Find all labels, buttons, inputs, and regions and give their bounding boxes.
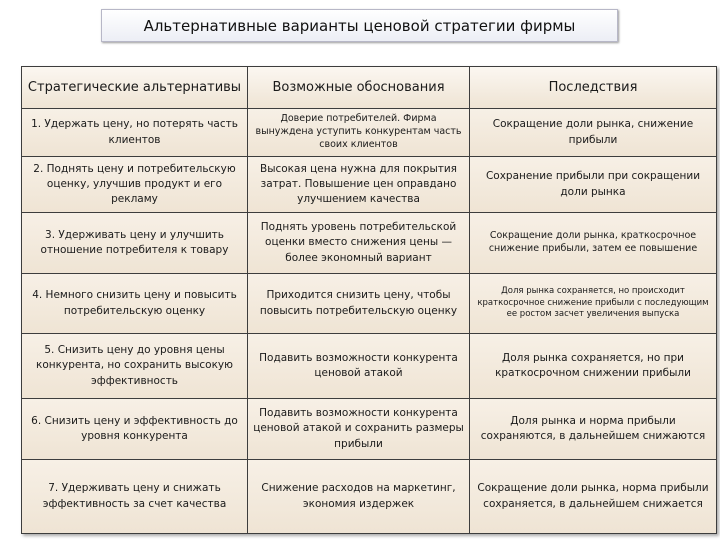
table-cell-consequence: Сокращение доли рынка, снижение прибыли (470, 109, 717, 157)
table-cell-reason: Поднять уровень потребительской оценки вместо снижения цены — более экономный вариант (248, 213, 470, 274)
table-cell-reason: Подавить возможности конкурента ценовой атакой и сохранить размеры прибыли (248, 399, 470, 460)
table-cell-consequence: Сохранение прибыли при сокращении доли рынка (470, 157, 717, 213)
table-cell-alternative: 3. Удерживать цену и улучшить отношение потребителя к товару (22, 213, 248, 274)
table-cell-consequence: Доля рынка сохраняется, но при краткосрочном снижении прибыли (470, 334, 717, 399)
table-cell-consequence: Доля рынка сохраняется, но происходит краткосрочное снижение прибыли с последующим ее ростом засчет увеличения выпуска (470, 274, 717, 334)
table-cell-alternative: 2. Поднять цену и потребительскую оценку, улучшив продукт и его рекламу (22, 157, 248, 213)
table-cell-reason: Доверие потребителей. Фирма вынуждена уступить конкурентам часть своих клиентов (248, 109, 470, 157)
page-title: Альтернативные варианты ценовой стратегии фирмы (101, 9, 618, 42)
table-cell-consequence: Сокращение доли рынка, норма прибыли сохраняется, в дальнейшем снижается (470, 460, 717, 534)
table-cell-alternative: 7. Удерживать цену и снижать эффективность за счет качества (22, 460, 248, 534)
table-cell-alternative: 6. Снизить цену и эффективность до уровня конкурента (22, 399, 248, 460)
strategy-table (21, 66, 717, 534)
table-cell-alternative: 5. Снизить цену до уровня цены конкурента, но сохранить высокую эффективность (22, 334, 248, 399)
table-cell-alternative: 1. Удержать цену, но потерять часть клиентов (22, 109, 248, 157)
table-cell-consequence: Сокращение доли рынка, краткосрочное снижение прибыли, затем ее повышение (470, 213, 717, 274)
table-cell-consequence: Доля рынка и норма прибыли сохраняются, в дальнейшем снижаются (470, 399, 717, 460)
column-header-consequences: Последствия (470, 67, 717, 109)
column-header-alternatives: Стратегические альтернативы (22, 67, 248, 109)
column-header-reasons: Возможные обоснования (248, 67, 470, 109)
table-cell-reason: Подавить возможности конкурента ценовой атакой (248, 334, 470, 399)
table-cell-alternative: 4. Немного снизить цену и повысить потребительскую оценку (22, 274, 248, 334)
table-cell-reason: Высокая цена нужна для покрытия затрат. Повышение цен оправдано улучшением качества (248, 157, 470, 213)
table-cell-reason: Снижение расходов на маркетинг, экономия издержек (248, 460, 470, 534)
table-cell-reason: Приходится снизить цену, чтобы повысить потребительскую оценку (248, 274, 470, 334)
